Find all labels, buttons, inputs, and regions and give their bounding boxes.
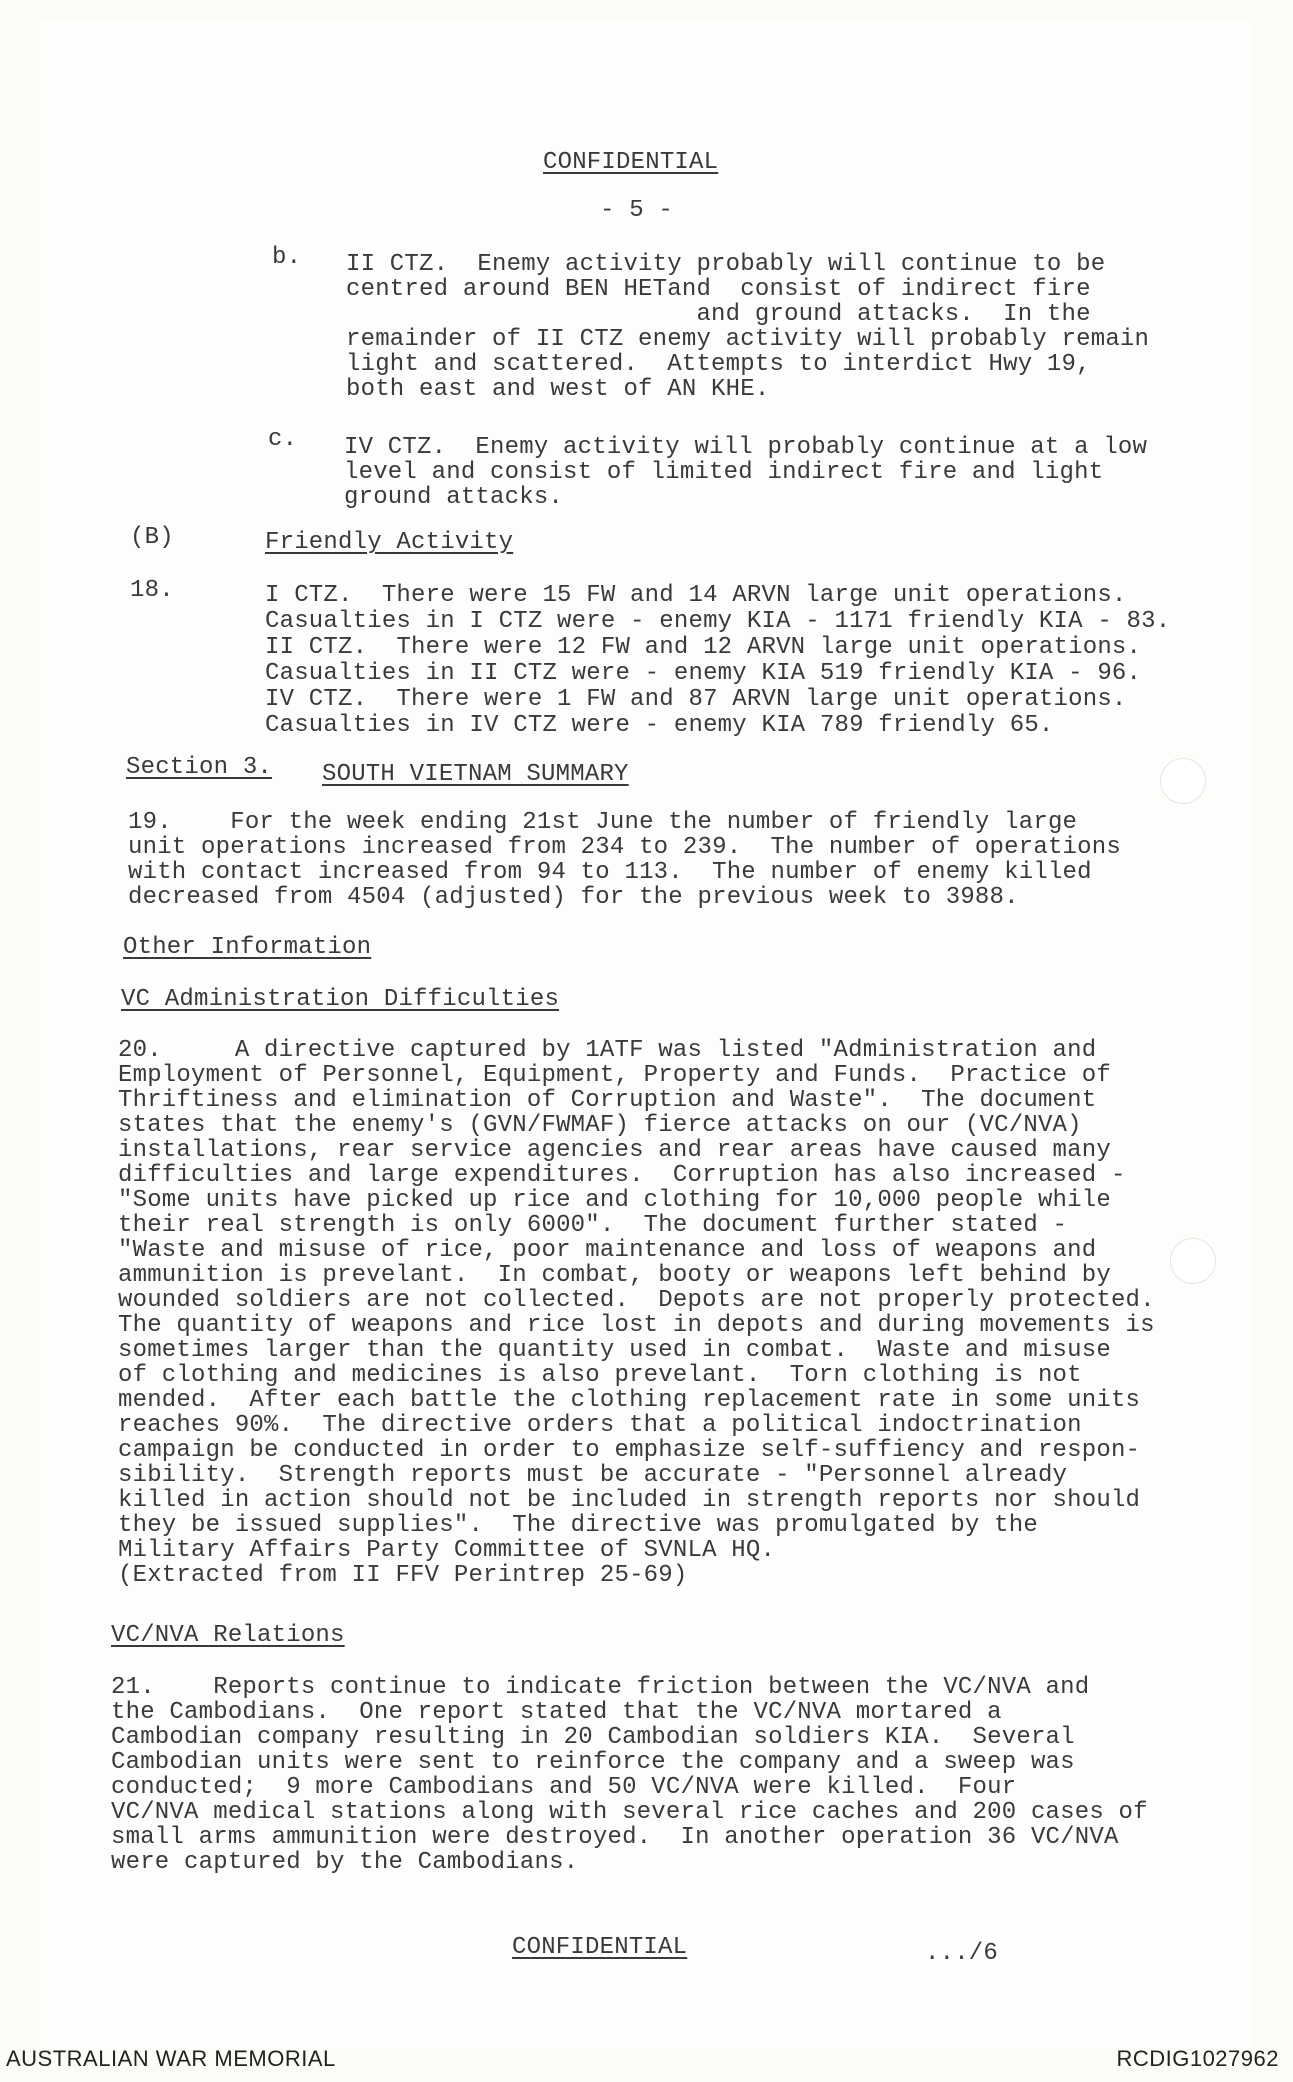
- para-20-line: difficulties and large expenditures. Corruption has also increased -: [118, 1162, 1126, 1189]
- para-c-line: ground attacks.: [344, 484, 564, 511]
- punch-hole-top: [1160, 758, 1206, 804]
- punch-hole-bottom: [1170, 1238, 1216, 1284]
- para-c-label: c.: [268, 426, 298, 453]
- para-20-line: installations, rear service agencies and rear areas have caused many: [118, 1137, 1111, 1164]
- para-21-line: were captured by the Cambodians.: [111, 1849, 579, 1876]
- para-20-line: campaign be conducted in order to emphasize self-suffiency and respon-: [118, 1437, 1141, 1464]
- para-19-text: [128, 810, 1121, 910]
- para-20-line: states that the enemy's (GVN/FWMAF) fierce attacks on our (VC/NVA): [118, 1112, 1082, 1139]
- para-b-line: centred around BEN HETand consist of indirect fire: [346, 276, 1091, 303]
- vc-admin-heading: VC Administration Difficulties: [121, 986, 560, 1013]
- para-21-line: Cambodian company resulting in 20 Cambodian soldiers KIA. Several: [111, 1724, 1075, 1751]
- para-18-line: Casualties in I CTZ were - enemy KIA - 1171 friendly KIA - 83.: [265, 608, 1171, 635]
- para-b-text: [346, 252, 1149, 402]
- para-20-line: ammunition is prevelant. In combat, booty or weapons left behind by: [118, 1262, 1111, 1289]
- para-b-line: remainder of II CTZ enemy activity will probably remain: [346, 326, 1150, 353]
- classification-header: CONFIDENTIAL: [543, 149, 719, 176]
- para-19-line: unit operations increased from 234 to 239. The number of operations: [128, 834, 1121, 861]
- para-20-line: they be issued supplies". The directive was promulgated by the: [118, 1512, 1038, 1539]
- para-20-line: Thriftiness and elimination of Corruption and Waste". The document: [118, 1087, 1097, 1114]
- para-18-line: IV CTZ. There were 1 FW and 87 ARVN large unit operations.: [265, 686, 1127, 713]
- para-b-label: b.: [272, 244, 302, 271]
- para-20-line: 20. A directive captured by 1ATF was listed "Administration and: [118, 1037, 1097, 1064]
- para-20-line: of clothing and medicines is also prevelant. Torn clothing is not: [118, 1362, 1082, 1389]
- para-19-line: decreased from 4504 (adjusted) for the previous week to 3988.: [128, 884, 1019, 911]
- para-21-line: 21. Reports continue to indicate friction between the VC/NVA and: [111, 1674, 1090, 1701]
- para-21-line: the Cambodians. One report stated that the VC/NVA mortared a: [111, 1699, 1002, 1726]
- para-20-line: Military Affairs Party Committee of SVNLA HQ.: [118, 1537, 776, 1564]
- para-b-line: II CTZ. Enemy activity probably will continue to be: [346, 251, 1106, 278]
- para-21-line: Cambodian units were sent to reinforce the company and a sweep was: [111, 1749, 1075, 1776]
- page-number: - 5 -: [600, 197, 674, 224]
- para-20-line: mended. After each battle the clothing replacement rate in some units: [118, 1387, 1141, 1414]
- para-20-line: "Some units have picked up rice and clothing for 10,000 people while: [118, 1187, 1111, 1214]
- para-20-line: their real strength is only 6000". The document further stated -: [118, 1212, 1068, 1239]
- para-18-number: 18.: [130, 577, 174, 604]
- para-b-line: and ground attacks. In the: [346, 301, 1091, 328]
- friendly-activity-heading: Friendly Activity: [265, 529, 514, 556]
- para-20-line: sometimes larger than the quantity used in combat. Waste and misuse: [118, 1337, 1111, 1364]
- para-18-line: Casualties in II CTZ were - enemy KIA 519 friendly KIA - 96.: [265, 660, 1142, 687]
- para-20-line: The quantity of weapons and rice lost in depots and during movements is: [118, 1312, 1155, 1339]
- para-20-line: (Extracted from II FFV Perintrep 25-69): [118, 1562, 688, 1589]
- archive-footer-left: AUSTRALIAN WAR MEMORIAL: [6, 2046, 336, 2071]
- para-20-text: [118, 1038, 1155, 1588]
- para-c-line: level and consist of limited indirect fire and light: [344, 459, 1104, 486]
- south-vietnam-summary-heading: SOUTH VIETNAM SUMMARY: [322, 761, 629, 788]
- para-19-line: with contact increased from 94 to 113. The number of enemy killed: [128, 859, 1092, 886]
- section-3-label: Section 3.: [126, 754, 273, 781]
- para-18-line: Casualties in IV CTZ were - enemy KIA 789 friendly 65.: [265, 712, 1054, 739]
- other-information-heading: Other Information: [123, 934, 372, 961]
- para-20-line: killed in action should not be included in strength reports nor should: [118, 1487, 1141, 1514]
- para-21-line: small arms ammunition were destroyed. In another operation 36 VC/NVA: [111, 1824, 1119, 1851]
- para-21-line: VC/NVA medical stations along with several rice caches and 200 cases of: [111, 1799, 1148, 1826]
- para-20-line: wounded soldiers are not collected. Depots are not properly protected.: [118, 1287, 1155, 1314]
- continuation-marker: .../6: [925, 1940, 999, 1967]
- para-21-line: conducted; 9 more Cambodians and 50 VC/NVA were killed. Four: [111, 1774, 1017, 1801]
- para-b-line: light and scattered. Attempts to interdict Hwy 19,: [346, 351, 1091, 378]
- para-c-line: IV CTZ. Enemy activity will probably continue at a low: [344, 434, 1148, 461]
- para-20-line: sibility. Strength reports must be accurate - "Personnel already: [118, 1462, 1068, 1489]
- para-18-line: I CTZ. There were 15 FW and 14 ARVN large unit operations.: [265, 582, 1127, 609]
- para-c-text: [344, 435, 1147, 510]
- para-b-line: both east and west of AN KHE.: [346, 376, 770, 403]
- archive-footer-right: RCDIG1027962: [1116, 2046, 1279, 2071]
- vc-nva-relations-heading: VC/NVA Relations: [111, 1622, 345, 1649]
- para-18-line: II CTZ. There were 12 FW and 12 ARVN large unit operations.: [265, 634, 1142, 661]
- para-20-line: Employment of Personnel, Equipment, Property and Funds. Practice of: [118, 1062, 1111, 1089]
- para-19-line: 19. For the week ending 21st June the number of friendly large: [128, 809, 1078, 836]
- para-18-text: [265, 583, 1170, 739]
- para-20-line: reaches 90%. The directive orders that a political indoctrination: [118, 1412, 1082, 1439]
- classification-footer: CONFIDENTIAL: [512, 1934, 688, 1961]
- para-21-text: [111, 1675, 1148, 1875]
- para-20-line: "Waste and misuse of rice, poor maintenance and loss of weapons and: [118, 1237, 1097, 1264]
- section-b-label: (B): [130, 524, 174, 551]
